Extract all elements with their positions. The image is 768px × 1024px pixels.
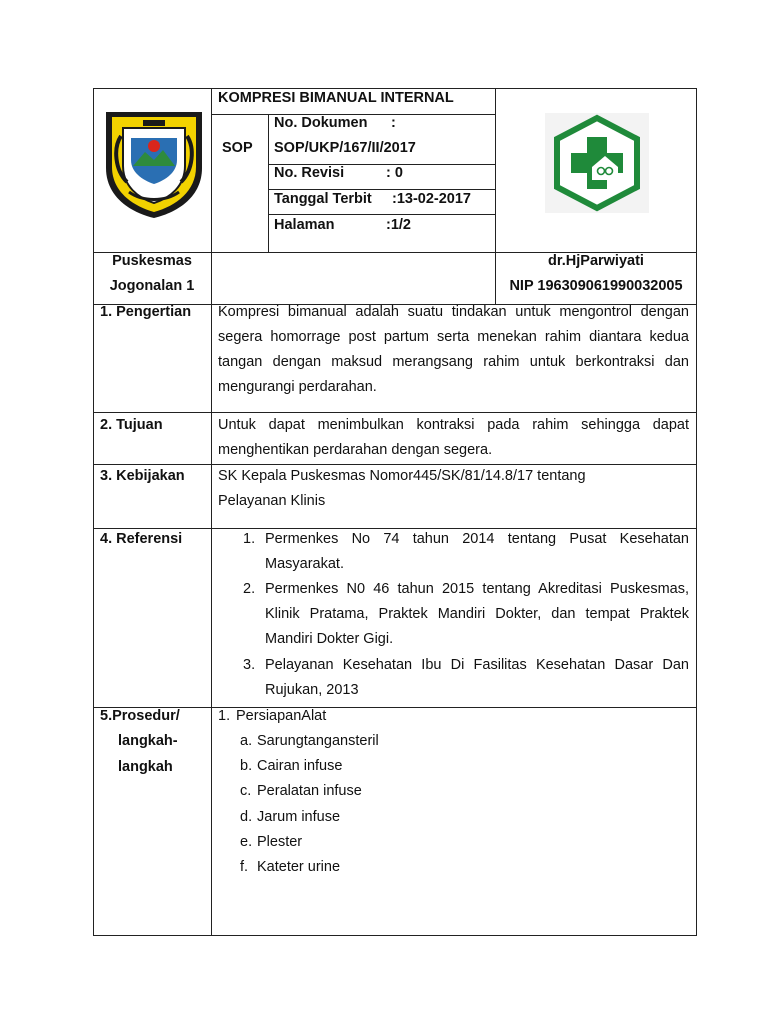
- doc-number-value: SOP/UKP/167/II/2017: [274, 140, 416, 156]
- tujuan-line: menghentikan perdarahan dengan segera.: [218, 442, 493, 458]
- kebijakan-row-divider: [93, 528, 697, 529]
- prosedur-subitem-text: Jarum infuse: [257, 809, 341, 825]
- document-title: KOMPRESI BIMANUAL INTERNAL: [218, 90, 454, 106]
- tanggal-row-divider: [268, 214, 496, 215]
- referensi-item-line: Masyarakat.: [265, 556, 344, 572]
- puskesmas-logo: [545, 113, 649, 213]
- page-number-value: :1/2: [386, 217, 411, 233]
- prosedur-subitem-text: Plester: [257, 834, 303, 850]
- org-name-line2: Jogonalan 1: [109, 278, 195, 294]
- section-label-prosedur-line2: langkah-: [118, 733, 178, 749]
- prosedur-step-number: 1.: [218, 708, 231, 724]
- tujuan-row-divider: [93, 464, 697, 465]
- section-label-prosedur-line3: langkah: [118, 759, 173, 775]
- sop-label: SOP: [222, 140, 253, 156]
- section-label-pengertian: 1. Pengertian: [100, 304, 192, 320]
- pengertian-row-divider: [93, 412, 697, 413]
- prosedur-subitem-letter: e.: [240, 834, 253, 850]
- prosedur-subitem-text: Cairan infuse: [257, 758, 343, 774]
- referensi-item-line: Permenkes No 74 tahun 2014 tentang Pusat Kesehatan: [265, 531, 689, 547]
- prosedur-subitem-text: Kateter urine: [257, 859, 341, 875]
- prosedur-subitem-letter: c.: [240, 783, 252, 799]
- pengertian-line: mengurangi perdarahan.: [218, 379, 377, 395]
- doc-number-colon: :: [391, 115, 396, 131]
- table-border-right: [696, 88, 697, 936]
- referensi-item-line: Klinik Pratama, Praktek Mandiri Dokter, dan tempat Praktek: [265, 606, 689, 622]
- table-border-left: [93, 88, 94, 936]
- section-label-kebijakan: 3. Kebijakan: [100, 468, 185, 484]
- kebijakan-line: SK Kepala Puskesmas Nomor445/SK/81/14.8/17 tentang: [218, 468, 586, 484]
- issue-date-value: :13-02-2017: [392, 191, 471, 207]
- section-label-tujuan: 2. Tujuan: [100, 417, 163, 433]
- kabupaten-emblem: [103, 108, 205, 220]
- table-border-bottom: [93, 935, 697, 936]
- label-column-divider: [211, 88, 212, 936]
- prosedur-subitem-letter: a.: [240, 733, 253, 749]
- referensi-row-divider: [93, 707, 697, 708]
- prosedur-subitem-text: Peralatan infuse: [257, 783, 362, 799]
- prosedur-subitem-letter: b.: [240, 758, 253, 774]
- signer-nip: NIP 196309061990032005: [509, 278, 683, 294]
- referensi-item-line: Pelayanan Kesehatan Ibu Di Fasilitas Kesehatan Dasar Dan: [265, 657, 689, 673]
- section-label-referensi: 4. Referensi: [100, 531, 183, 547]
- sop-inner-divider: [268, 114, 269, 252]
- prosedur-step-text: PersiapanAlat: [236, 708, 327, 724]
- revision-value: : 0: [386, 165, 403, 181]
- prosedur-subitem-letter: f.: [240, 859, 249, 875]
- referensi-item-number: 1.: [243, 531, 256, 547]
- revision-label: No. Revisi: [274, 165, 345, 181]
- referensi-item-number: 2.: [243, 581, 256, 597]
- issue-date-label: Tanggal Terbit: [274, 191, 372, 207]
- tujuan-line: Untuk dapat menimbulkan kontraksi pada rahim sehingga dapat: [218, 417, 689, 433]
- prosedur-subitem-text: Sarungtangansteril: [257, 733, 379, 749]
- pengertian-line: segera homorrage post partum serta menekan rahim diantara kedua: [218, 329, 689, 345]
- signer-name: dr.HjParwiyati: [548, 253, 644, 269]
- referensi-item-line: Permenkes N0 46 tahun 2015 tentang Akreditasi Puskesmas,: [265, 581, 689, 597]
- org-name-line1: Puskesmas: [112, 253, 192, 269]
- header-right-divider: [495, 88, 496, 304]
- doc-number-label: No. Dokumen: [274, 115, 368, 131]
- section-label-prosedur: 5.Prosedur/: [100, 708, 180, 724]
- page-number-label: Halaman: [274, 217, 335, 233]
- pengertian-line: tangan dengan maksud merangsang rahim untuk berkontraksi dan: [218, 354, 689, 370]
- pengertian-line: Kompresi bimanual adalah suatu tindakan untuk mengontrol dengan: [218, 304, 689, 320]
- kebijakan-line: Pelayanan Klinis: [218, 493, 326, 509]
- referensi-item-line: Mandiri Dokter Gigi.: [265, 631, 394, 647]
- prosedur-subitem-letter: d.: [240, 809, 253, 825]
- referensi-item-line: Rujukan, 2013: [265, 682, 359, 698]
- referensi-item-number: 3.: [243, 657, 256, 673]
